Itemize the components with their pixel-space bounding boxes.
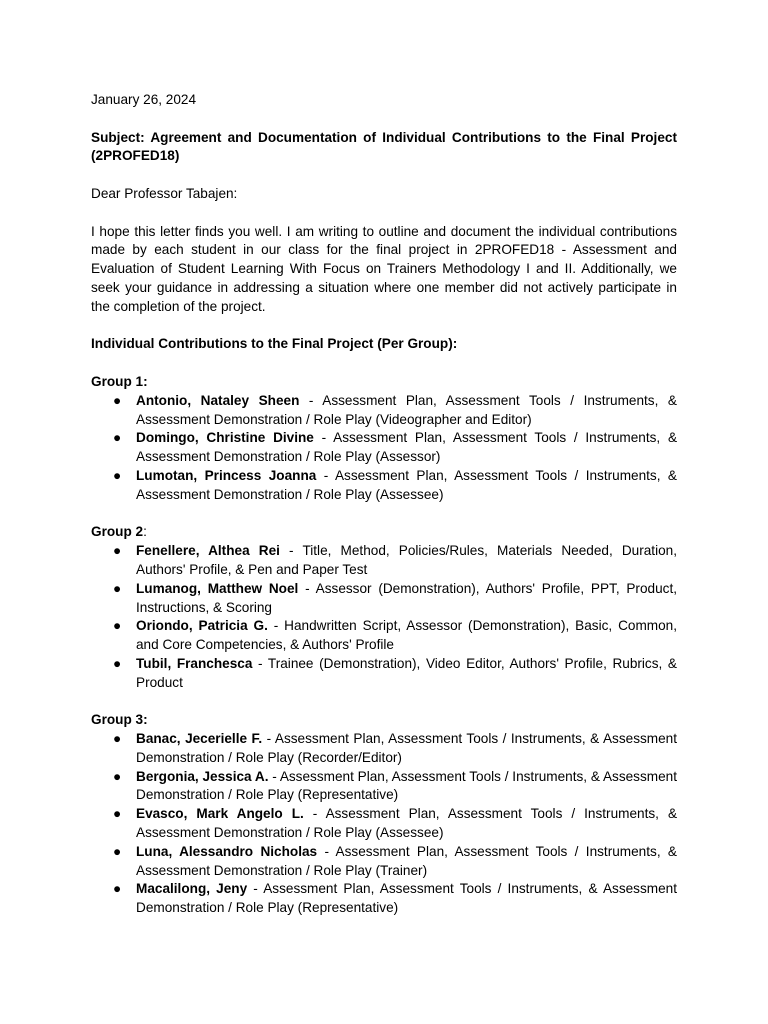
member-name: Antonio, Nataley Sheen	[136, 392, 300, 408]
contributions-section-title: Individual Contributions to the Final Project (Per Group):	[91, 336, 458, 352]
member-name: Tubil, Franchesca	[136, 655, 253, 671]
member-name: Macalilong, Jeny	[136, 881, 248, 897]
group-title-colon: :	[143, 712, 148, 728]
group-title-text: Group 1	[91, 373, 144, 389]
list-item	[91, 392, 677, 430]
bullet-icon: ●	[113, 543, 122, 559]
group-title	[91, 523, 677, 542]
member-contribution: - Assessor (Demonstration), Authors' Profile, PPT, Product, Instructions, & Scoring	[136, 580, 677, 615]
group-title-colon: :	[143, 524, 147, 540]
letter-salutation: Dear Professor Tabajen:	[91, 185, 238, 201]
bullet-icon: ●	[113, 430, 122, 446]
group-section	[91, 711, 677, 918]
list-item	[91, 768, 677, 806]
group-section	[91, 373, 677, 505]
member-name: Lumanog, Matthew Noel	[136, 580, 299, 596]
bullet-icon: ●	[113, 580, 122, 596]
letter-date: January 26, 2024	[91, 92, 197, 107]
member-list	[91, 392, 677, 505]
letter-subject: Subject: Agreement and Documentation of Individual Contributions to the Final Project (2PROFED18)	[91, 129, 677, 164]
bullet-icon: ●	[113, 843, 122, 859]
member-contribution: - Assessment Plan, Assessment Tools / Instruments, & Assessment Demonstration / Role Play (Representative)	[136, 881, 677, 916]
list-item	[91, 843, 677, 881]
member-contribution: - Assessment Plan, Assessment Tools / Instruments, & Assessment Demonstration / Role Play (Videographer and Editor)	[136, 392, 677, 427]
member-name: Fenellere, Althea Rei	[136, 543, 280, 559]
list-item	[91, 617, 677, 655]
group-title	[91, 373, 677, 392]
bullet-icon: ●	[113, 768, 122, 784]
member-contribution: - Trainee (Demonstration), Video Editor, Authors' Profile, Rubrics, & Product	[136, 655, 677, 690]
member-list	[91, 542, 677, 692]
list-item	[91, 655, 677, 693]
list-item	[91, 542, 677, 580]
group-section	[91, 523, 677, 692]
bullet-icon: ●	[113, 806, 122, 822]
member-list	[91, 730, 677, 918]
bullet-icon: ●	[113, 392, 122, 408]
list-item	[91, 467, 677, 505]
list-item	[91, 805, 677, 843]
member-name: Banac, Jecerielle F.	[136, 731, 263, 747]
list-item	[91, 429, 677, 467]
groups-container	[91, 373, 677, 918]
member-contribution: - Assessment Plan, Assessment Tools / Instruments, & Assessment Demonstration / Role Play (Representative)	[136, 768, 677, 803]
member-name: Luna, Alessandro Nicholas	[136, 843, 318, 859]
member-name: Evasco, Mark Angelo L.	[136, 806, 304, 822]
member-contribution: - Assessment Plan, Assessment Tools / Instruments, & Assessment Demonstration / Role Play (Assessee)	[136, 806, 678, 841]
member-name: Oriondo, Patricia G.	[136, 618, 268, 634]
group-title-colon: :	[143, 373, 148, 389]
group-title-text: Group 2	[91, 524, 144, 540]
bullet-icon: ●	[113, 731, 122, 747]
member-name: Bergonia, Jessica A.	[136, 768, 269, 784]
list-item	[91, 580, 677, 618]
bullet-icon: ●	[113, 655, 122, 671]
group-title	[91, 711, 677, 730]
member-contribution: - Title, Method, Policies/Rules, Materials Needed, Duration, Authors' Profile, & Pen and Paper Test	[136, 543, 678, 577]
list-item	[91, 730, 677, 768]
member-contribution: - Assessment Plan, Assessment Tools / Instruments, & Assessment Demonstration / Role Play (Recorder/Editor)	[136, 731, 678, 765]
member-contribution: - Assessment Plan, Assessment Tools / Instruments, & Assessment Demonstration / Role Play (Trainer)	[136, 843, 677, 878]
bullet-icon: ●	[113, 467, 122, 483]
member-name: Domingo, Christine Divine	[136, 430, 314, 446]
bullet-icon: ●	[113, 618, 122, 634]
letter-intro-paragraph: I hope this letter finds you well. I am writing to outline and document the individual contributions made by each student in our class for the final project in 2PROFED18 - Assessment and Evaluation of Student Learning With Focus on Trainers Methodology I and II. Additionally, we seek your guidance in addressing a situation where one member did not actively participate in the completion of the project.	[91, 223, 677, 314]
member-contribution: - Assessment Plan, Assessment Tools / Instruments, & Assessment Demonstration / Role Play (Assessor)	[136, 430, 678, 465]
member-contribution: - Handwritten Script, Assessor (Demonstration), Basic, Common, and Core Competencies, & Authors' Profile	[136, 618, 677, 653]
bullet-icon: ●	[113, 881, 122, 897]
member-contribution: - Assessment Plan, Assessment Tools / Instruments, & Assessment Demonstration / Role Play (Assessee)	[136, 467, 677, 502]
list-item	[91, 880, 677, 918]
member-name: Lumotan, Princess Joanna	[136, 467, 317, 483]
group-title-text: Group 3	[91, 712, 144, 728]
